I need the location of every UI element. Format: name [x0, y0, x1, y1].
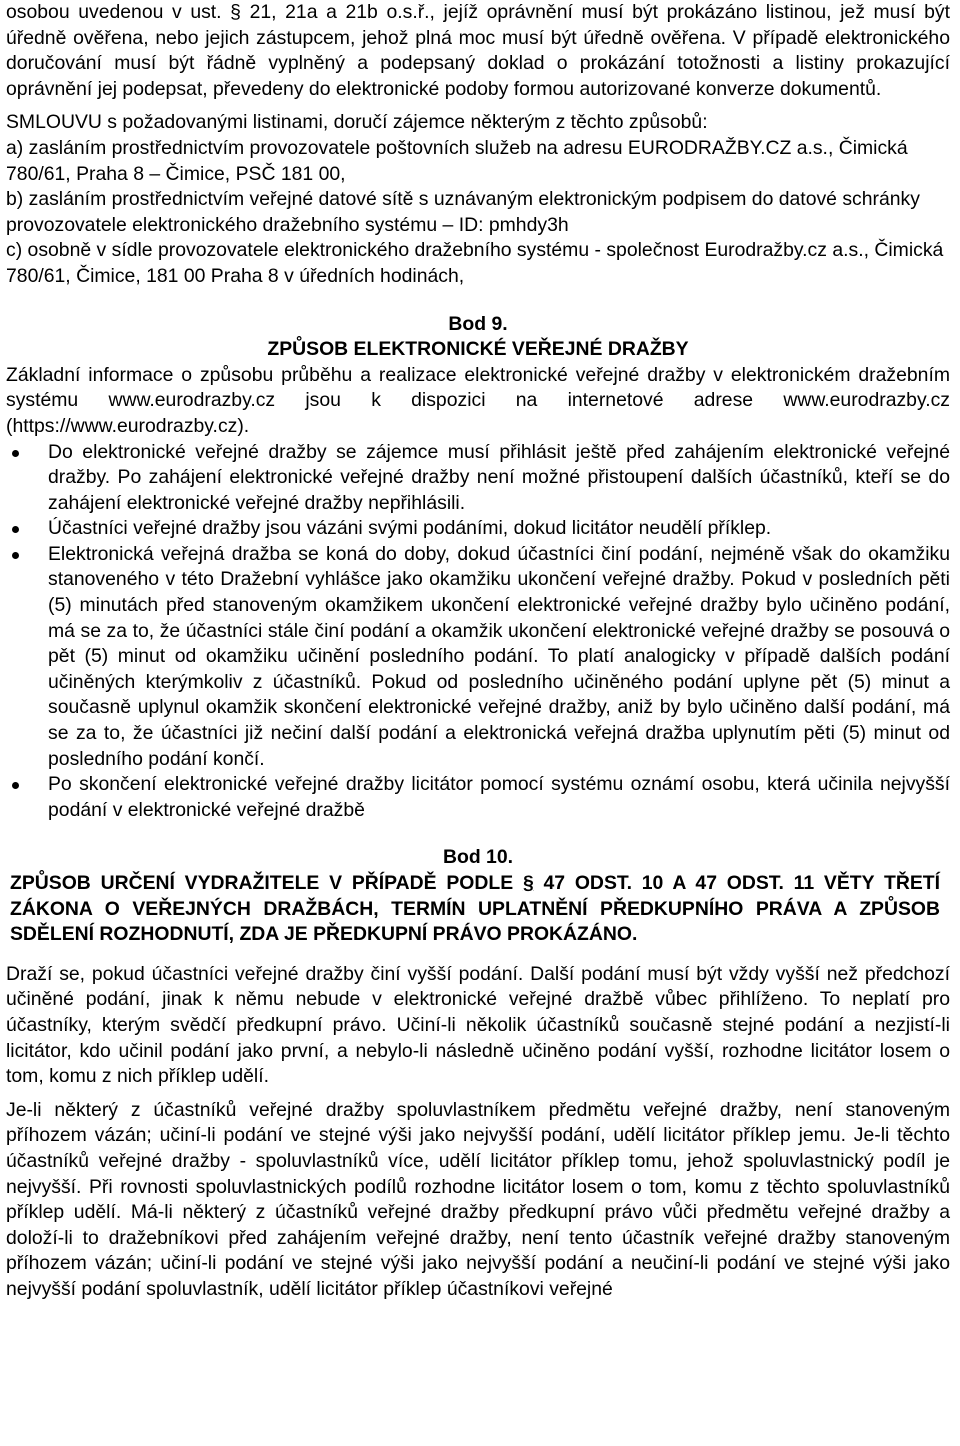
- delivery-methods: [6, 110, 950, 289]
- list-item: Po skončení elektronické veřejné dražby licitátor pomocí systému oznámí osobu, která učinila nejvyšší podání v elektronické veřejné dražbě: [6, 772, 950, 823]
- intro-paragraph: osobou uvedenou v ust. § 21, 21a a 21b o.s.ř., jejíž oprávnění musí být prokázáno listinou, jež musí být úředně ověřena, nebo jejich zástupcem, jehož plná moc musí být úředně ověřena. V případě elektronického doručování musí být řádně vyplněný a podepsaný doklad o prokázání totožnosti a listiny prokazující oprávnění jej podepsat, převedeny do elektronické podoby formou autorizované konverze dokumentů.: [6, 1, 950, 100]
- bod9-title: ZPŮSOB ELEKTRONICKÉ VEŘEJNÉ DRAŽBY: [267, 338, 689, 361]
- bullet-icon: [12, 782, 19, 789]
- bullet-icon: [12, 526, 19, 533]
- section-sign: §: [522, 872, 534, 894]
- bod9-bullet-list: [6, 440, 950, 824]
- bod10-title: ZPŮSOB URČENÍ VYDRAŽITELE V PŘÍPADĚ PODLE § 47 ODST. 10 A 47 ODST. 11 VĚTY TŘETÍ ZÁKONA O VEŘEJNÝCH DRAŽBÁCH, TERMÍN UPLATNĚNÍ PŘEDKUPNÍHO PRÁVA A ZPŮSOB SDĚLENÍ ROZHODNUTÍ, ZDA JE PŘEDKUPNÍ PRÁVO PROKÁZÁNO.: [10, 872, 940, 946]
- bod9-number: Bod 9.: [448, 312, 508, 335]
- list-item: Účastníci veřejné dražby jsou vázáni svými podáními, dokud licitátor neudělí příklep.: [6, 516, 950, 542]
- delivery-option-c: c) osobně v sídle provozovatele elektronického dražebního systému - společnost Eurodražby.cz a.s., Čimická 780/61, Čimice, 181 00 Praha 8 v úředních hodinách,: [6, 239, 944, 287]
- bod10-number: Bod 10.: [442, 846, 514, 869]
- delivery-option-b: b) zasláním prostřednictvím veřejné datové sítě s uznávaným elektronickým podpisem do datové schránky provozovatele elektronického dražebního systému – ID: pmhdy3h: [6, 188, 920, 236]
- delivery-option-a: a) zasláním prostřednictvím provozovatele poštovních služeb na adresu EURODRAŽBY.CZ a.s., Čimická 780/61, Praha 8 – Čimice, PSČ 181 00,: [6, 136, 908, 185]
- list-item: Elektronická veřejná dražba se koná do doby, dokud účastníci činí podání, nejméně však do okamžiku stanoveného v této Dražební vyhlášce jako okamžiku ukončení veřejné dražby. Pokud v posledních pěti (5) minutách před stanoveným okamžikem ukončení elektronické veřejné dražby bylo učiněno podání, má se za to, že účastníci stále činí podání a okamžik ukončení elektronické veřejné dražby se posouvá o pět (5) minut od okamžiku učinění posledního podání. To platí analogicky v případě dalších podání učiněných kterýmkoliv z účastníků. Pokud od posledního učiněného podání uplyne pět (5) minut a současně uplynul okamžik skončení elektronické veřejné dražby, aniž by bylo učiněno další podání, má se za to, že účastníci již nečiní další podání a elektronická veřejná dražba uplynutím pěti (5) minut od posledního podání končí.: [6, 542, 950, 772]
- list-item: Do elektronické veřejné dražby se zájemce musí přihlásit ještě před zahájením elektronické veřejné dražby. Po zahájení elektronické veřejné dražby není možné přistoupení dalších účastníků, kteří se do zahájení elektronické veřejné dražby nepřihlásili.: [6, 440, 950, 517]
- bullet-icon: [12, 552, 19, 559]
- bod9-intro: Základní informace o způsobu průběhu a realizace elektronické veřejné dražby v elektronickém dražebním systému www.eurodrazby.cz jsou k dispozici na internetové adrese www.eurodrazby.cz (https://www.eurodrazby.cz).: [6, 363, 950, 437]
- bod10-paragraph-2: Je-li některý z účastníků veřejné dražby spoluvlastníkem předmětu veřejné dražby, není stanoveným příhozem vázán; učiní-li podání ve stejné výši jako nejvyšší podání, udělí licitátor příklep jemu. Je-li těchto účastníků veřejné dražby - spoluvlastníků více, udělí licitátor příklep tomu, jehož spoluvlastnický podíl je nejvyšší. Při rovnosti spoluvlastnických podílů rozhodne licitátor losem o tom, komu z těchto spoluvlastníků příklep udělí. Má-li některý z účastníků veřejné dražby předkupní právo vůči předmětu veřejné dražby a doloží-li to dražebníkovi před zahájením veřejné dražby, není tento účastník veřejné dražby stanoveným příhozem vázán; učiní-li podání ve stejné výši jako nejvyšší podání a neučiní-li podání ve stejné výši jako nejvyšší podání spoluvlastník, udělí licitátor příklep účastníkovi veřejné: [6, 1098, 950, 1300]
- delivery-intro: SMLOUVU s požadovanými listinami, doručí zájemce některým z těchto způsobů:: [6, 111, 708, 134]
- bod10-paragraph-1: Draží se, pokud účastníci veřejné dražby činí vyšší podání. Další podání musí být vždy vyšší než předchozí učiněné podání, jinak k němu nebude v elektronické veřejné dražbě vůbec přihlíženo. To neplatí pro účastníky, kterým svědčí předkupní právo. Učiní-li několik účastníků současně stejné podání a nezjistí-li licitátor, kdo učinil podání jako první, a nebylo-li následně učiněno podání vyšší, rozhodne licitátor losem o tom, komu z nich příklep udělí.: [6, 962, 950, 1088]
- bullet-icon: [12, 450, 19, 457]
